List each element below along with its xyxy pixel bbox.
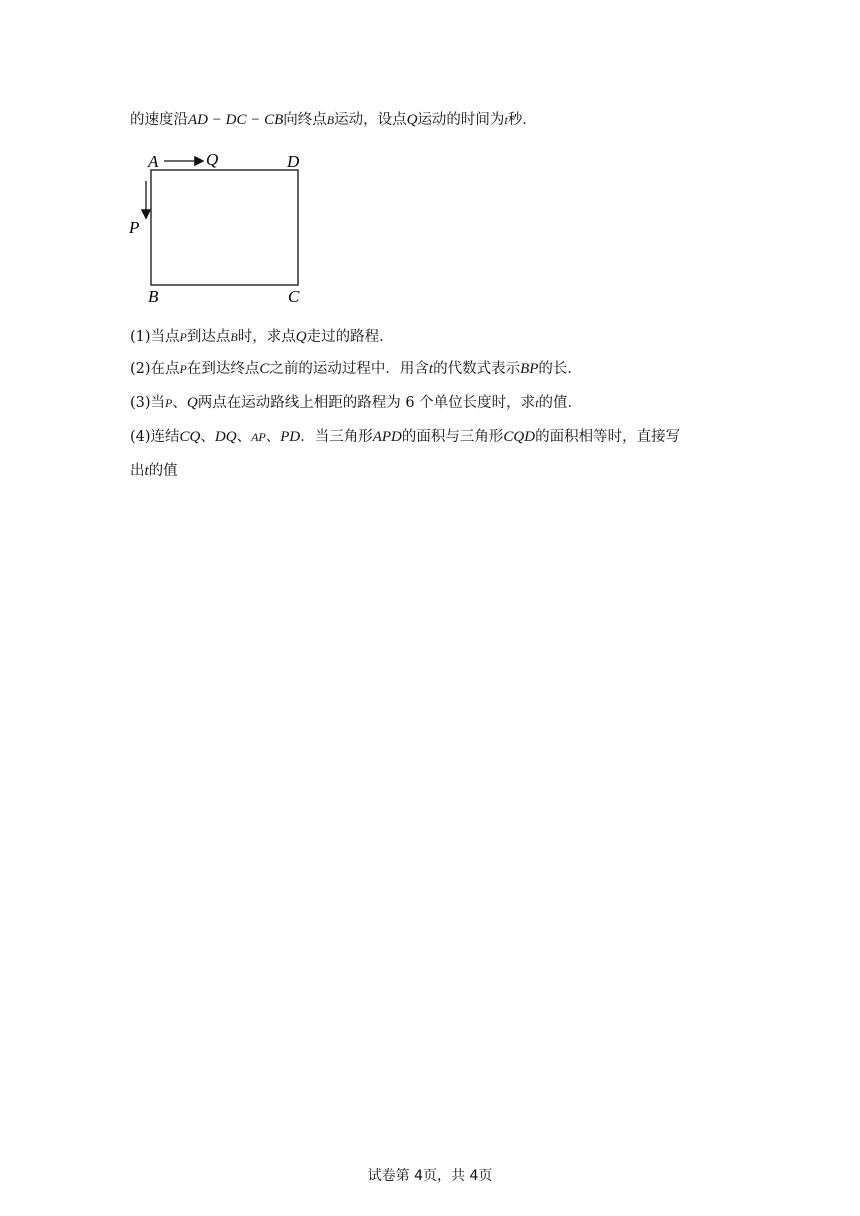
- intro-prefix: 的速度沿: [130, 112, 188, 128]
- q4-number: (4): [130, 429, 151, 445]
- q4-separator-2: 、: [236, 429, 252, 445]
- q4-separator-3: 、: [265, 429, 281, 445]
- q1-text-2: 到达点: [186, 329, 231, 345]
- q4-line2-prefix: 出: [130, 463, 145, 479]
- q1-text-4: 走过的路程．: [306, 329, 394, 345]
- q2-point-c: C: [259, 361, 270, 377]
- q4-text-1: 连结: [150, 429, 180, 445]
- q2-text-5: 的长．: [538, 361, 582, 377]
- q3-text-2: 两点在运动路线上相距的路程为 6 个单位长度时，求: [197, 395, 536, 411]
- q2-segment-bp: BP: [520, 361, 539, 377]
- q1-point-b: B: [230, 330, 238, 344]
- q3-text-3: 的值．: [538, 395, 583, 411]
- label-d: D: [287, 152, 300, 171]
- label-q: Q: [206, 150, 219, 169]
- q4-triangle-cqd: CQD: [503, 429, 536, 445]
- question-4-line-2: [130, 460, 178, 482]
- q3-point-p: P: [165, 396, 173, 410]
- q4-var-t: t: [144, 463, 149, 479]
- question-1: [130, 326, 394, 348]
- q4-triangle-apd: APD: [372, 429, 402, 445]
- q3-number: (3): [130, 395, 151, 411]
- intro-suffix: 秒．: [507, 112, 537, 128]
- rectangle-abcd: [151, 170, 298, 285]
- q4-line2-suffix: 的值: [148, 463, 178, 479]
- question-4-line-1: [130, 426, 680, 448]
- intro-mid: 向终点: [283, 112, 327, 128]
- q3-separator: 、: [172, 395, 187, 411]
- intro-mid2: 运动，设点: [334, 112, 407, 128]
- q2-var-t: t: [428, 361, 434, 377]
- label-a: A: [148, 152, 159, 171]
- q4-separator-1: 、: [200, 429, 215, 445]
- label-c: C: [288, 287, 300, 306]
- q4-text-3: 的面积与三角形: [401, 429, 504, 445]
- intro-line: [130, 109, 537, 131]
- intro-point-q: Q: [406, 112, 418, 128]
- q4-segment-dq: DQ: [214, 429, 237, 445]
- question-3: [130, 392, 582, 414]
- q3-text-1: 当: [150, 395, 166, 411]
- label-p: P: [129, 218, 140, 237]
- page-footer: 试卷第 4页，共 4页: [367, 1168, 493, 1184]
- label-b: B: [148, 287, 159, 306]
- q4-text-4: 的面积相等时，直接写: [535, 429, 681, 445]
- intro-var-t: t: [504, 113, 508, 127]
- q4-segment-ap: AP: [251, 430, 266, 444]
- q2-text-2: 在到达终点: [186, 361, 260, 377]
- q2-point-p: P: [179, 362, 187, 376]
- question-2: [130, 358, 582, 380]
- q1-point-p: P: [179, 330, 187, 344]
- q1-text-3: 时，求点: [237, 329, 296, 345]
- rectangle-figure: [120, 145, 320, 310]
- q2-text-3: 之前的运动过程中．用含: [269, 361, 429, 377]
- intro-point-b: B: [326, 113, 335, 127]
- q4-segment-pd: PD: [280, 429, 301, 445]
- q1-text-1: 当点: [150, 329, 180, 345]
- q1-point-q: Q: [295, 329, 307, 345]
- q4-text-2: ．当三角形: [300, 429, 373, 445]
- q1-number: (1): [130, 329, 151, 345]
- q3-point-q: Q: [186, 395, 198, 411]
- intro-mid3: 运动的时间为: [417, 112, 505, 128]
- q2-number: (2): [130, 361, 151, 377]
- q3-var-t: t: [535, 396, 539, 410]
- q2-text-1: 在点: [150, 361, 180, 377]
- q2-text-4: 的代数式表示: [433, 361, 521, 377]
- intro-path-expr: AD − DC − CB: [188, 112, 284, 128]
- q4-segment-cq: CQ: [179, 429, 201, 445]
